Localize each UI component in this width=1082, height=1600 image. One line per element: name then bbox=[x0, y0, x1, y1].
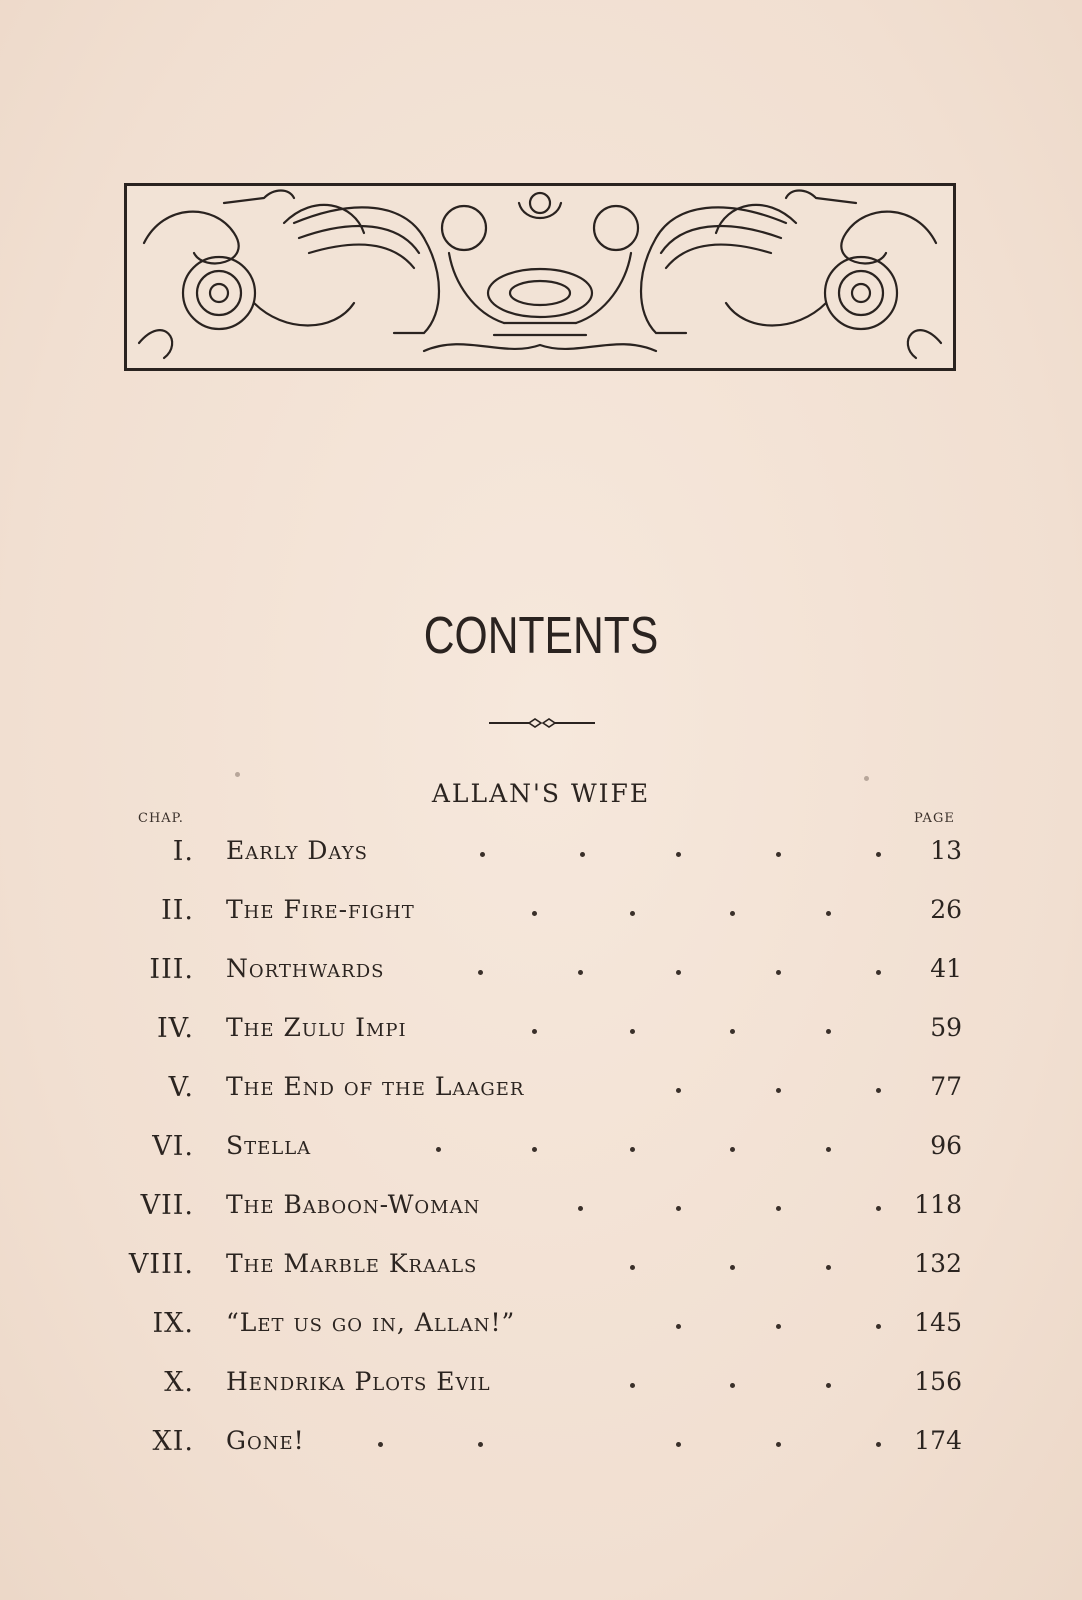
page-number: 41 bbox=[930, 954, 962, 983]
chapter-title: Stella bbox=[226, 1131, 312, 1160]
dot-leader bbox=[470, 1021, 882, 1041]
contents-entry bbox=[0, 1131, 1082, 1171]
chapter-number: VII. bbox=[140, 1190, 194, 1221]
dot-leader bbox=[470, 1257, 882, 1277]
dot-leader bbox=[470, 1375, 882, 1395]
chapter-title: Early Days bbox=[226, 836, 368, 865]
dot-leader bbox=[470, 1316, 882, 1336]
page-column-header: PAGE bbox=[914, 811, 955, 826]
dot-leader bbox=[470, 844, 882, 864]
page-number: 174 bbox=[914, 1426, 962, 1455]
chapter-number: IX. bbox=[152, 1308, 194, 1339]
chapter-number: I. bbox=[172, 836, 194, 867]
ornamental-rule bbox=[489, 716, 595, 730]
chapter-number: III. bbox=[149, 954, 194, 985]
contents-entry bbox=[0, 1367, 1082, 1407]
page-number: 13 bbox=[930, 836, 962, 865]
dot-leader bbox=[470, 1080, 882, 1100]
chapter-title: The End of the Laager bbox=[226, 1072, 525, 1101]
dot-leader bbox=[470, 903, 882, 923]
page-title: CONTENTS bbox=[423, 607, 659, 665]
contents-entry bbox=[0, 1426, 1082, 1466]
chapter-number: XI. bbox=[152, 1426, 194, 1457]
page-number: 132 bbox=[914, 1249, 962, 1278]
ornamental-headpiece-illustration bbox=[124, 183, 956, 371]
chapter-number: X. bbox=[164, 1367, 194, 1398]
paper-speck bbox=[235, 772, 240, 777]
page-number: 118 bbox=[914, 1190, 962, 1219]
chapter-title: The Zulu Impi bbox=[226, 1013, 407, 1042]
dot-leader bbox=[470, 1139, 882, 1159]
dot-leader bbox=[470, 1434, 882, 1454]
contents-entry bbox=[0, 836, 1082, 876]
chapter-number: VI. bbox=[152, 1131, 194, 1162]
chapter-number: V. bbox=[168, 1072, 194, 1103]
book-title: ALLAN'S WIFE bbox=[431, 779, 651, 808]
chapter-column-header: CHAP. bbox=[138, 811, 184, 826]
page-number: 96 bbox=[930, 1131, 962, 1160]
contents-entry bbox=[0, 1190, 1082, 1230]
dot-leader bbox=[470, 962, 882, 982]
contents-entry bbox=[0, 895, 1082, 935]
page-number: 26 bbox=[930, 895, 962, 924]
contents-entry bbox=[0, 1013, 1082, 1053]
page-number: 145 bbox=[914, 1308, 962, 1337]
chapter-title: Hendrika Plots Evil bbox=[226, 1367, 491, 1396]
chapter-title: The Marble Kraals bbox=[226, 1249, 478, 1278]
chapter-title: Northwards bbox=[226, 954, 385, 983]
dot-leader bbox=[470, 1198, 882, 1218]
chapter-title: The Baboon-Woman bbox=[226, 1190, 481, 1219]
contents-entry bbox=[0, 1072, 1082, 1112]
chapter-number: II. bbox=[161, 895, 194, 926]
contents-entry bbox=[0, 1249, 1082, 1289]
paper-speck bbox=[864, 776, 869, 781]
chapter-title: “Let us go in, Allan!” bbox=[226, 1308, 516, 1337]
chapter-title: The Fire-fight bbox=[226, 895, 415, 924]
page-number: 77 bbox=[930, 1072, 962, 1101]
page-number: 59 bbox=[930, 1013, 962, 1042]
page-number: 156 bbox=[914, 1367, 962, 1396]
chapter-number: VIII. bbox=[128, 1249, 194, 1280]
chapter-number: IV. bbox=[156, 1013, 194, 1044]
chapter-title: Gone! bbox=[226, 1426, 305, 1455]
contents-entry bbox=[0, 1308, 1082, 1348]
contents-entry bbox=[0, 954, 1082, 994]
